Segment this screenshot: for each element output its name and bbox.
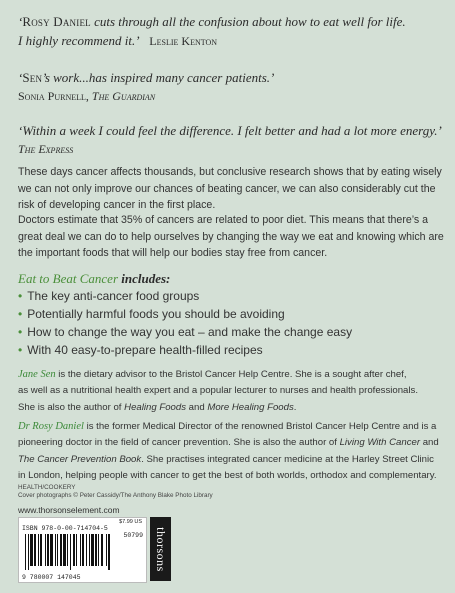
price-label: $7.99 US bbox=[119, 519, 142, 525]
bio-line: in London, helping people with cancer to get the best of both worlds, orthodox and complementary. bbox=[18, 469, 437, 481]
quote-1-line-1 bbox=[18, 12, 448, 31]
barcode-bars bbox=[25, 534, 141, 570]
bio-line bbox=[18, 367, 448, 383]
quote-3-text: ‘Within a week I could feel the difference. I felt better and had a lot more energy.’ bbox=[18, 123, 442, 138]
barcode-bar bbox=[95, 534, 97, 566]
barcode-bar bbox=[57, 534, 58, 566]
quote-2-source bbox=[18, 87, 448, 106]
quote-1-source: Leslie Kenton bbox=[149, 34, 218, 48]
barcode-bar bbox=[30, 534, 33, 566]
barcode-bar bbox=[82, 534, 84, 566]
barcode-bar bbox=[38, 534, 39, 566]
barcode-bar bbox=[73, 534, 75, 566]
book-title: Healing Foods bbox=[124, 401, 187, 413]
barcode-bar bbox=[101, 534, 103, 566]
author-name: Jane Sen bbox=[18, 369, 56, 380]
barcode-bar bbox=[67, 534, 68, 566]
publisher-logo bbox=[150, 517, 171, 581]
bio-rosy-daniel bbox=[18, 419, 448, 484]
bio-text: and bbox=[186, 401, 208, 413]
bio-text: . bbox=[293, 401, 297, 413]
quote-2-text: ’s work...has inspired many cancer patients.’ bbox=[42, 70, 275, 85]
barcode-bar bbox=[34, 534, 36, 566]
barcode-bar bbox=[89, 534, 90, 566]
includes-item bbox=[18, 325, 352, 339]
intro-paragraph: These days cancer affects thousands, but conclusive research shows that by eating wisely we can not only improve our chances of beating cancer, we can also considerably cut the risk of developing cancer in the first place. bbox=[18, 166, 442, 211]
bio-line bbox=[18, 400, 448, 416]
barcode-bar bbox=[28, 534, 29, 570]
book-title: Eat to Beat Cancer bbox=[18, 271, 119, 286]
quote-2-subject: Sen bbox=[22, 70, 43, 85]
bio-line: as well as a nutritional health expert and a popular lecturer to nurses and health professionals. bbox=[18, 385, 418, 397]
quote-3-source: The Express bbox=[18, 142, 74, 156]
category-label: HEALTH/COOKERY bbox=[18, 484, 76, 491]
open-quote: ‘ bbox=[18, 70, 23, 85]
bio-text: is the former Medical Director of the renowned Bristol Cancer Help Centre and is a bbox=[83, 421, 437, 432]
includes-item bbox=[18, 343, 263, 357]
barcode-bar bbox=[50, 534, 53, 566]
bio-line bbox=[18, 435, 448, 451]
bio-text: . She practises integrated cancer medicine at the Harley Street Clinic bbox=[141, 453, 434, 465]
barcode-bar bbox=[25, 534, 26, 570]
bio-jane-sen bbox=[18, 367, 448, 416]
bio-text: She is also the author of bbox=[18, 401, 125, 413]
barcode-bar bbox=[40, 534, 42, 566]
quote-3 bbox=[18, 121, 448, 159]
quote-1-text-end: I highly recommend it.’ bbox=[18, 33, 140, 48]
bio-line bbox=[18, 419, 448, 435]
includes-item-text: With 40 easy-to-prepare health-filled recipes bbox=[27, 343, 263, 357]
bullet-icon: • bbox=[18, 289, 23, 303]
publisher-url[interactable]: www.thorsonselement.com bbox=[18, 505, 120, 515]
barcode-bar bbox=[45, 534, 46, 566]
barcode-bar bbox=[80, 534, 81, 566]
quote-2-source-name: Sonia Purnell, bbox=[18, 89, 89, 103]
quote-1-text: cuts through all the confusion about how to eat well for life. bbox=[90, 14, 406, 29]
bio-text: and bbox=[420, 437, 439, 449]
bio-text: is the dietary advisor to the Bristol Cancer Help Centre. She is a sought after chef, bbox=[55, 369, 407, 380]
book-title: Living With Cancer bbox=[339, 437, 421, 449]
author-name: Dr Rosy Daniel bbox=[18, 421, 84, 432]
diet-paragraph: Doctors estimate that 35% of cancers are related to poor diet. This means that there’s a great deal we can do to help ourselves by changing the way we eat and knowing which are the important foods that will help our bodies stay free from cancer. bbox=[18, 214, 444, 259]
quote-1-author-name: Rosy Daniel bbox=[22, 14, 91, 29]
barcode-bar bbox=[91, 534, 94, 566]
isbn-label: ISBN 978-0-00-714704-5 bbox=[22, 525, 108, 532]
category-credit bbox=[18, 484, 213, 500]
barcode-bar bbox=[70, 534, 71, 570]
price-addon-code: 50799 bbox=[123, 532, 143, 539]
quote-2 bbox=[18, 68, 448, 106]
includes-item-text: How to change the way you eat – and make the change easy bbox=[27, 325, 353, 339]
barcode-bar bbox=[108, 534, 110, 570]
includes-item-text: Potentially harmful foods you should be avoiding bbox=[27, 307, 285, 321]
bio-text: pioneering doctor in the field of cancer prevention. She is also the author of bbox=[18, 437, 340, 449]
includes-item bbox=[18, 289, 199, 303]
ean-number: 9 780007 147045 bbox=[22, 574, 81, 581]
open-quote: ‘ bbox=[18, 14, 23, 29]
quote-1 bbox=[18, 12, 448, 51]
quote-2-source-publication: The Guardian bbox=[91, 89, 156, 103]
barcode-bar bbox=[98, 534, 99, 566]
book-title: The Cancer Prevention Book bbox=[18, 453, 142, 465]
quote-2-line-1 bbox=[18, 68, 448, 87]
barcode bbox=[18, 517, 147, 583]
bullet-icon: • bbox=[18, 343, 23, 357]
book-title: More Healing Foods bbox=[207, 401, 294, 413]
includes-suffix: includes: bbox=[118, 271, 171, 286]
photo-credit: Cover photographs © Peter Cassidy/The Anthony Blake Photo Library bbox=[18, 492, 213, 499]
includes-item bbox=[18, 307, 285, 321]
barcode-bar bbox=[106, 534, 107, 566]
bio-line bbox=[18, 452, 448, 468]
includes-heading bbox=[18, 271, 170, 287]
publisher-name: thorsons bbox=[154, 526, 169, 572]
barcode-bar bbox=[60, 534, 62, 566]
barcode-bar bbox=[47, 534, 49, 566]
barcode-bar bbox=[63, 534, 66, 566]
includes-item-text: The key anti-cancer food groups bbox=[27, 289, 200, 303]
bullet-icon: • bbox=[18, 325, 23, 339]
barcode-bar bbox=[76, 534, 77, 566]
quote-1-line-2 bbox=[18, 31, 448, 51]
barcode-bar bbox=[86, 534, 87, 566]
barcode-bar bbox=[55, 534, 56, 566]
bullet-icon: • bbox=[18, 307, 23, 321]
